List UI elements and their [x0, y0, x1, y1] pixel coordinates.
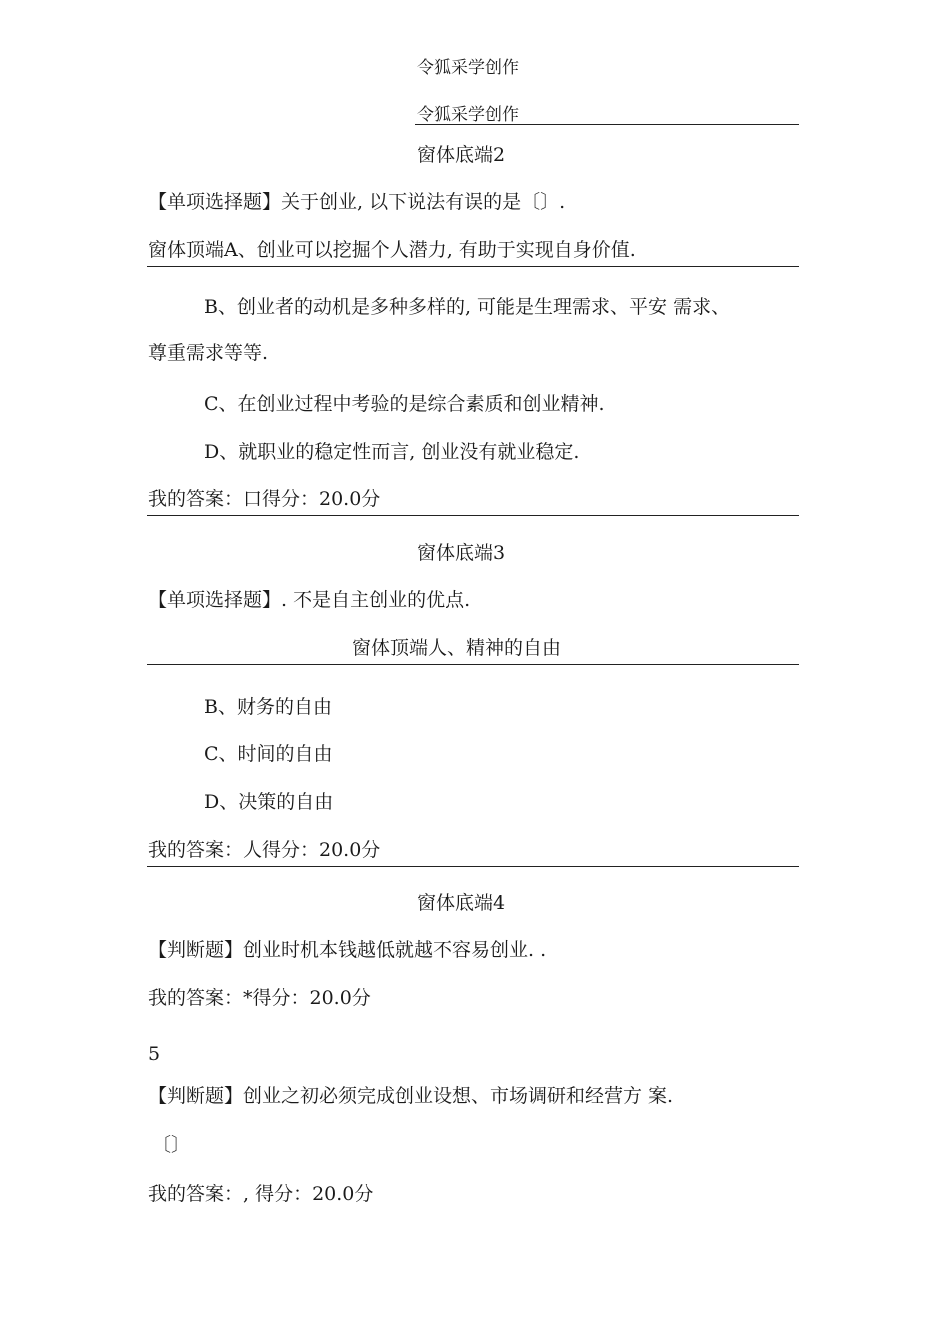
divider-line [147, 664, 799, 665]
form-bottom-label: 窗体底端4 [417, 892, 506, 914]
form-bottom-label: 窗体底端2 [417, 144, 506, 166]
header-line-1: 令狐采学创作 [417, 58, 519, 78]
divider-line [147, 515, 799, 516]
option-b: B、财务的自由 [204, 696, 332, 718]
divider-line [147, 266, 799, 267]
my-answer: 我的答案：*得分：20.0分 [148, 987, 371, 1009]
option-c: C、时间的自由 [204, 743, 333, 765]
header-underline [415, 124, 799, 125]
form-bottom-label: 窗体底端3 [417, 542, 506, 564]
option-c: C、在创业过程中考验的是综合素质和创业精神. [204, 393, 605, 415]
my-answer: 我的答案：, 得分：20.0分 [148, 1183, 374, 1205]
my-answer: 我的答案：人得分：20.0分 [148, 839, 381, 861]
divider-line [147, 866, 799, 867]
header-line-2: 令狐采学创作 [417, 105, 519, 125]
question-stem: 【单项选择题】关于创业, 以下说法有误的是〔〕. [148, 191, 566, 213]
option-b: B、创业者的动机是多种多样的, 可能是生理需求、平安 需求、 [204, 296, 731, 318]
option-d: D、就职业的稳定性而言, 创业没有就业稳定. [204, 441, 580, 463]
my-answer: 我的答案：口得分：20.0分 [148, 488, 381, 510]
option-b-continued: 尊重需求等等. [148, 342, 269, 364]
answer-bracket: 〔〕 [152, 1134, 191, 1156]
question-stem: 【单项选择题】. 不是自主创业的优点. [148, 589, 471, 611]
question-stem: 【判断题】创业时机本钱越低就越不容易创业. . [148, 939, 547, 961]
option-a: 窗体顶端A、创业可以挖掘个人潜力, 有助于实现自身价值. [148, 239, 636, 261]
question-stem: 【判断题】创业之初必须完成创业设想、市场调研和经营方 案. [148, 1085, 674, 1107]
option-d: D、决策的自由 [204, 791, 334, 813]
question-number: 5 [148, 1043, 161, 1065]
option-a: 窗体顶端人、精神的自由 [352, 637, 562, 659]
